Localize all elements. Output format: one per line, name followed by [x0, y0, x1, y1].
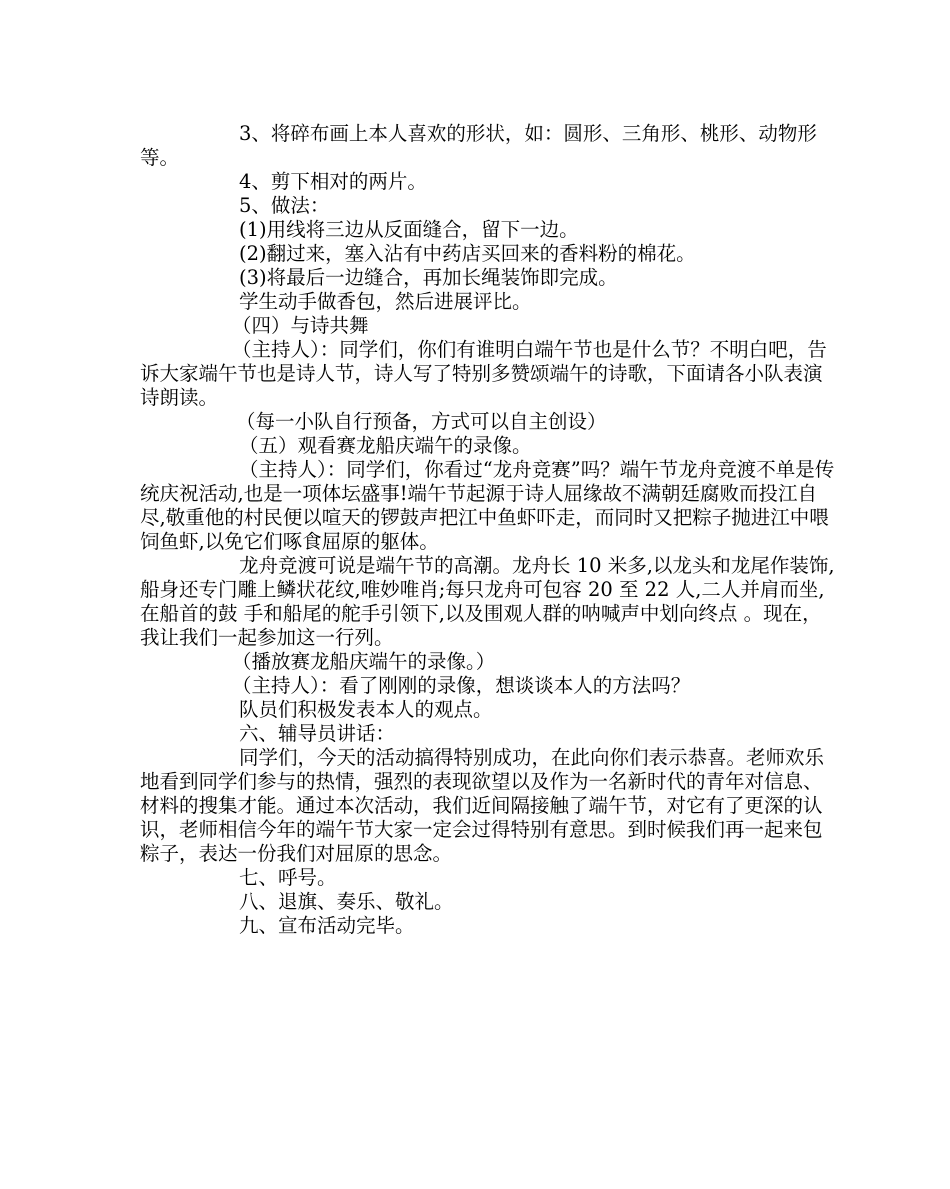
paragraph-method-1: (1)用线将三边从反面缝合，留下一边。 [239, 218, 579, 241]
paragraph-method-3: (3)将最后一边缝合，再加长绳装饰即完成。 [239, 266, 618, 289]
paragraph-sachet-evaluation: 学生动手做香包，然后进展评比。 [239, 290, 532, 313]
paragraph-host-dragon-boat: （主持人）：同学们，你看过“龙舟竞赛”吗？端午节龙舟竞渡不单是传统庆祝活动,也是一项体坛盛事!端午节起源于诗人屈缘故不满朝廷腐败而投江自尽,敬重他的村民便以喧天的锣鼓声把江中鱼虾吓走，而同时又把粽子抛进江中喂饲鱼虾,以免它们啄食屈原的躯体。 [140, 458, 835, 553]
section-heading-flag-retire: 八、退旗、奏乐、敬礼。 [239, 890, 454, 913]
paragraph-host-poetry: （主持人）：同学们，你们有谁明白端午节也是什么节？不明白吧，告诉大家端午节也是诗人节，诗人写了特别多赞颂端午的诗歌，下面请各小队表演诗朗读。 [140, 338, 827, 409]
paragraph-play-video: （播放赛龙船庆端午的录像。） [232, 650, 496, 673]
paragraph-members-opinions: 队员们积极发表本人的观点。 [239, 698, 493, 721]
paragraph-step-4: 4、剪下相对的两片。 [239, 170, 427, 193]
section-heading-video: （五）观看赛龙船庆端午的录像。 [239, 434, 532, 457]
section-heading-counselor-speech: 六、辅导员讲话： [239, 722, 396, 745]
paragraph-counselor-speech: 同学们，今天的活动搞得特别成功，在此向你们表示恭喜。老师欢乐地看到同学们参与的热情，强烈的表现欲望以及作为一名新时代的青年对信息、材料的搜集才能。通过本次活动，我们近间隔接触了端午节，对它有了更深的认识，老师相信今年的端午节大家一定会过得特别有意思。到时候我们再一起来包粽子，表达一份我们对屈原的思念。 [140, 746, 825, 865]
paragraph-method-2: (2)翻过来，塞入沾有中药店买回来的香料粉的棉花。 [239, 242, 696, 265]
section-heading-poetry: （四）与诗共舞 [232, 314, 369, 337]
paragraph-step-5: 5、做法： [239, 194, 330, 217]
paragraph-host-after-video: （主持人）：看了刚刚的录像，想谈谈本人的方法吗？ [232, 674, 691, 697]
section-heading-activity-end: 九、宣布活动完毕。 [239, 914, 415, 937]
document-body [140, 122, 835, 938]
paragraph-dragon-boat-race: 龙舟竞渡可说是端午节的高潮。龙舟长 10 米多,以龙头和龙尾作装饰,船身还专门雕上鳞状花纹,唯妙唯肖;每只龙舟可包容 20 至 22 人,二人并肩而坐,在船首的鼓 手和船尾的舵手引领下,以及围观人群的呐喊声中划向终点 。现在，我让我们一起参加这一行列。 [140, 554, 835, 649]
paragraph-team-prep: （每一小队自行预备，方式可以自主创设） [236, 410, 607, 433]
paragraph-step-3: 3、将碎布画上本人喜欢的形状，如：圆形、三角形、桃形、动物形等。 [140, 122, 817, 169]
section-heading-slogan: 七、呼号。 [239, 866, 337, 889]
